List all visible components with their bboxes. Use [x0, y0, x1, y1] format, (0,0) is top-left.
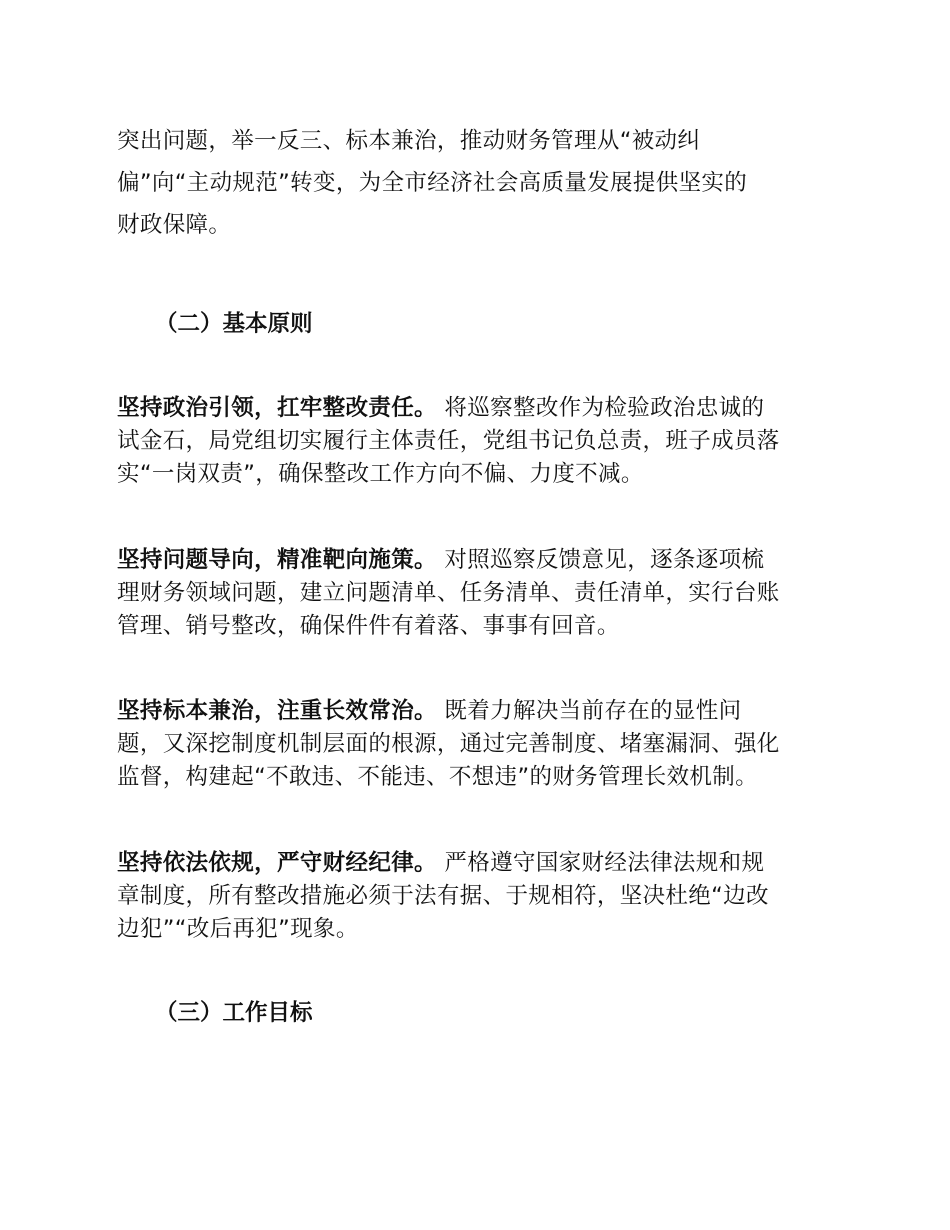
principle-1-line-2: 试金石，局党组切实履行主体责任，党组书记负总责，班子成员落 — [117, 428, 780, 454]
principle-3-first: 既着力解决当前存在的显性问 — [444, 698, 742, 724]
intro-line-2: 偏”向“主动规范”转变，为全市经济社会高质量发展提供坚实的 — [117, 170, 748, 196]
principle-2-line-2: 理财务领域问题，建立问题清单、任务清单、责任清单，实行台账 — [117, 580, 780, 606]
principle-2-first: 对照巡察反馈意见，逐条逐项梳 — [444, 547, 765, 573]
principle-4-line-3: 边犯”“改后再犯”现象。 — [117, 916, 359, 942]
principle-3-line-2: 题，又深挖制度机制层面的根源，通过完善制度、堵塞漏洞、强化 — [117, 731, 780, 757]
principle-1-line-1 — [117, 391, 764, 425]
principle-3-lead: 坚持标本兼治，注重长效常治。 — [117, 698, 437, 724]
principle-3-line-3: 监督，构建起“不敢违、不能违、不想违”的财务管理长效机制。 — [117, 764, 758, 790]
principle-2-line-1 — [117, 543, 764, 577]
intro-line-3: 财政保障。 — [117, 212, 232, 238]
section-heading-work-goals: （三）工作目标 — [155, 1000, 313, 1026]
principle-4-first: 严格遵守国家财经法律法规和规 — [444, 850, 765, 876]
principle-1-first: 将巡察整改作为检验政治忠诚的 — [444, 395, 765, 421]
principle-4-line-1 — [117, 846, 764, 880]
principle-4-line-2: 章制度，所有整改措施必须于法有据、于规相符，坚决杜绝“边改 — [117, 883, 769, 909]
principle-2-lead: 坚持问题导向，精准靶向施策。 — [117, 547, 437, 573]
principle-1-line-3: 实“一岗双责”，确保整改工作方向不偏、力度不减。 — [117, 461, 644, 487]
principle-1-lead: 坚持政治引领，扛牢整改责任。 — [117, 395, 437, 421]
principle-2-line-3: 管理、销号整改，确保件件有着落、事事有回音。 — [117, 613, 620, 639]
principle-4-lead: 坚持依法依规，严守财经纪律。 — [117, 850, 437, 876]
principle-3-line-1 — [117, 694, 741, 728]
section-heading-basic-principles: （二）基本原则 — [155, 311, 313, 337]
intro-line-1: 突出问题，举一反三、标本兼治，推动财务管理从“被动纠 — [117, 128, 701, 154]
